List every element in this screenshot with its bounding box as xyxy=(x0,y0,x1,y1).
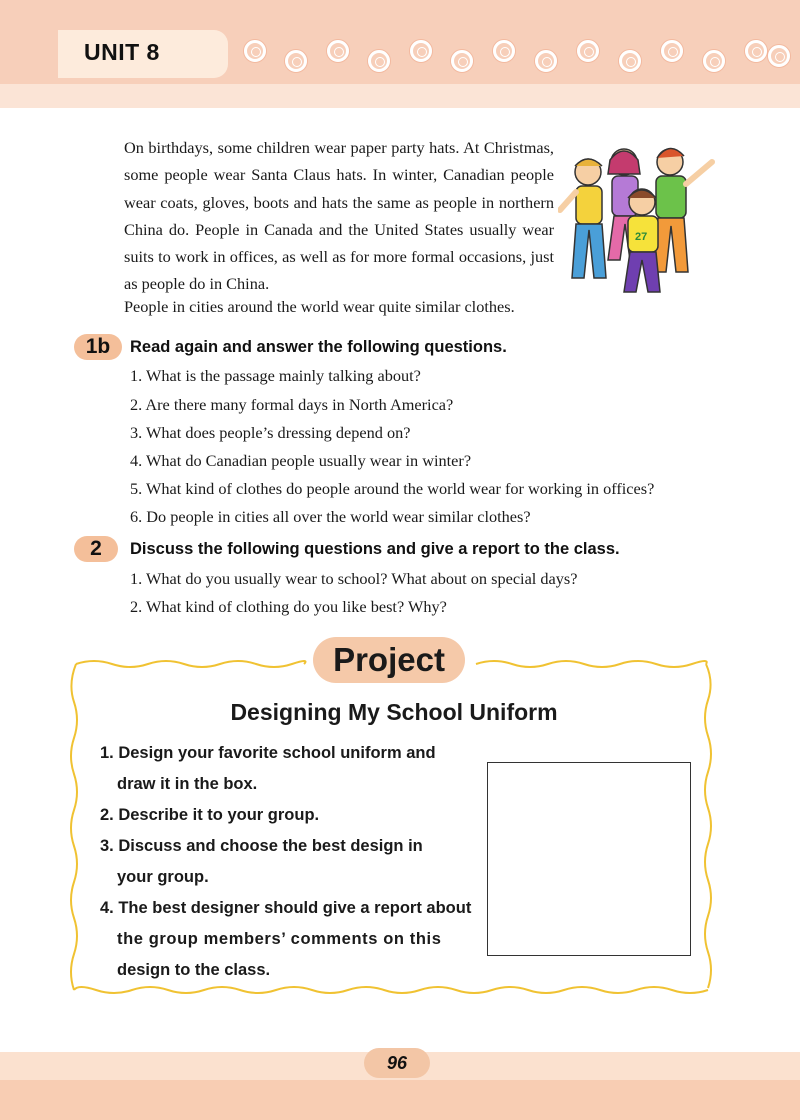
decor-ring-icon xyxy=(368,50,390,72)
project-title: Project xyxy=(333,641,445,678)
svg-text:27: 27 xyxy=(635,231,648,243)
activity-2-badge: 2 xyxy=(74,536,118,562)
project-step: 3. Discuss and choose the best design in xyxy=(100,837,423,855)
question-item: 2. Are there many formal days in North America? xyxy=(130,395,454,414)
reading-passage: On birthdays, some children wear paper party hats. At Christmas, some people wear Santa Claus hats. In winter, Canadian people wear coats, gloves, boots and hats the same as people in northern China do. People in Canada and the United States usually wear suits to work in offices, as well as for more formal occasions, just as people do in China. xyxy=(124,138,554,294)
decor-ring-icon xyxy=(244,40,266,62)
project-step: design to the class. xyxy=(117,961,271,979)
question-item: 1. What do you usually wear to school? What about on special days? xyxy=(130,569,578,588)
page-number: 96 xyxy=(386,1053,408,1073)
unit-label: UNIT 8 xyxy=(84,39,160,65)
decor-ring-icon xyxy=(451,50,473,72)
question-item: 1. What is the passage mainly talking about? xyxy=(130,366,421,385)
project-step: your group. xyxy=(117,868,209,886)
project-step: draw it in the box. xyxy=(117,775,258,793)
project-subtitle: Designing My School Uniform xyxy=(230,699,558,725)
question-item: 2. What kind of clothing do you like best? Why? xyxy=(130,597,447,616)
project-step: 1. Design your favorite school uniform and xyxy=(100,744,436,762)
activity-1b-instruction: Read again and answer the following questions. xyxy=(130,338,507,356)
decor-ring-icon xyxy=(703,50,725,72)
question-item: 6. Do people in cities all over the world wear similar clothes? xyxy=(130,507,531,526)
drawing-box[interactable] xyxy=(487,762,691,956)
decor-ring-icon xyxy=(493,40,515,62)
activity-1b-badge: 1b xyxy=(74,334,122,360)
project-step: 2. Describe it to your group. xyxy=(100,806,320,824)
decor-ring-icon xyxy=(285,50,307,72)
decor-ring-icon xyxy=(535,50,557,72)
project-step: 4. The best designer should give a report about xyxy=(100,899,472,917)
decor-ring-icon xyxy=(327,40,349,62)
decor-ring-icon xyxy=(745,40,767,62)
decor-ring-icon xyxy=(577,40,599,62)
question-item: 5. What kind of clothes do people around the world wear for working in offices? xyxy=(130,479,655,498)
footer-stripe xyxy=(0,1080,800,1120)
decor-ring-icon xyxy=(619,50,641,72)
children-illustration xyxy=(558,140,716,295)
question-item: 3. What does people’s dressing depend on? xyxy=(130,423,411,442)
decor-ring-icon xyxy=(768,45,790,67)
question-item: 4. What do Canadian people usually wear in winter? xyxy=(130,451,472,470)
decor-ring-icon xyxy=(410,40,432,62)
activity-2-instruction: Discuss the following questions and give a report to the class. xyxy=(130,540,620,558)
project-step: the group members’ comments on this xyxy=(117,930,442,948)
decor-ring-icon xyxy=(661,40,683,62)
reading-passage-last-line: People in cities around the world wear quite similar clothes. xyxy=(124,297,515,316)
